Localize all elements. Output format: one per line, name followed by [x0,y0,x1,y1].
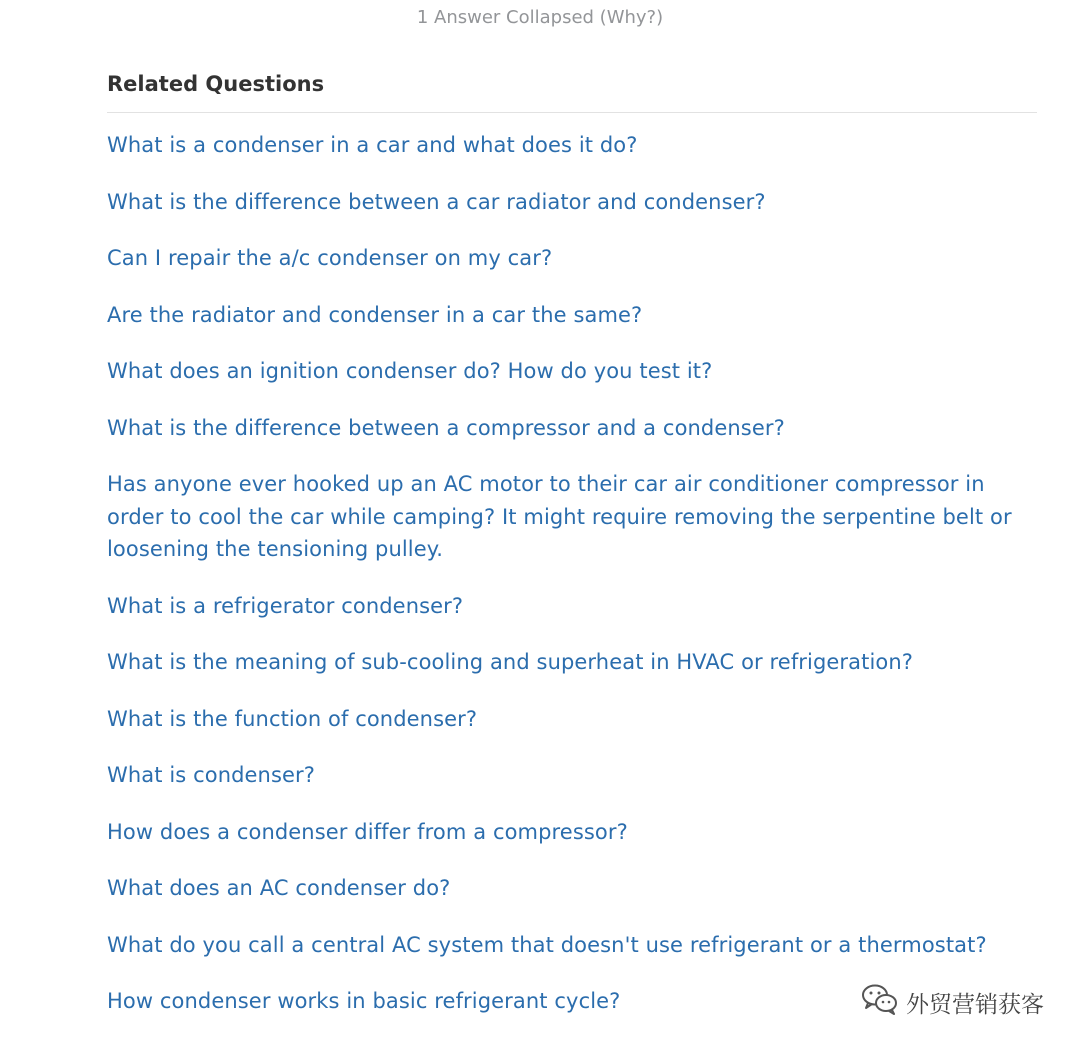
collapsed-answers-link[interactable]: 1 Answer Collapsed (Why?) [416,7,664,28]
list-item [107,872,1037,905]
question-link[interactable]: What does an ignition condenser do? How do you test it? [107,359,713,383]
list-item [107,186,1037,219]
related-questions-title: Related Questions [107,70,1037,113]
wechat-icon [860,982,900,1022]
list-item [107,355,1037,388]
question-link[interactable]: What is a condenser in a car and what does it do? [107,133,638,157]
list-item [107,412,1037,445]
related-questions-list [107,113,1037,1018]
question-link[interactable]: Has anyone ever hooked up an AC motor to their car air conditioner compressor in order to cool the car while camping? It might require removing the serpentine belt or loosening the tensioning pulley. [107,472,1012,561]
watermark-text: 外贸营销获客 [906,991,1044,1018]
question-link[interactable]: What is the difference between a compressor and a condenser? [107,415,785,440]
question-link[interactable]: How does a condenser differ from a compressor? [107,819,628,844]
list-item [107,929,1037,962]
list-item [107,646,1037,679]
question-link[interactable]: Can I repair the a/c condenser on my car? [107,246,553,270]
related-questions-section [107,70,1037,1042]
question-link[interactable]: How condenser works in basic refrigerant cycle? [107,989,621,1013]
watermark [860,982,1044,1022]
question-link[interactable]: What is the function of condenser? [107,706,478,731]
question-link[interactable]: What is condenser? [107,763,316,787]
question-link[interactable]: Are the radiator and condenser in a car the same? [107,302,643,327]
list-item [107,759,1037,792]
list-item [107,468,1037,566]
question-link[interactable]: What is the meaning of sub-cooling and superheat in HVAC or refrigeration? [107,650,914,674]
question-link[interactable]: What does an AC condenser do? [107,876,451,900]
list-item [107,299,1037,332]
list-item [107,590,1037,623]
question-link[interactable]: What is a refrigerator condenser? [107,593,464,618]
question-link[interactable]: What do you call a central AC system that doesn't use refrigerant or a thermostat? [107,932,987,957]
list-item [107,703,1037,736]
list-item [107,816,1037,849]
question-link[interactable]: What is the difference between a car radiator and condenser? [107,189,766,214]
list-item [107,129,1037,162]
list-item [107,242,1037,275]
